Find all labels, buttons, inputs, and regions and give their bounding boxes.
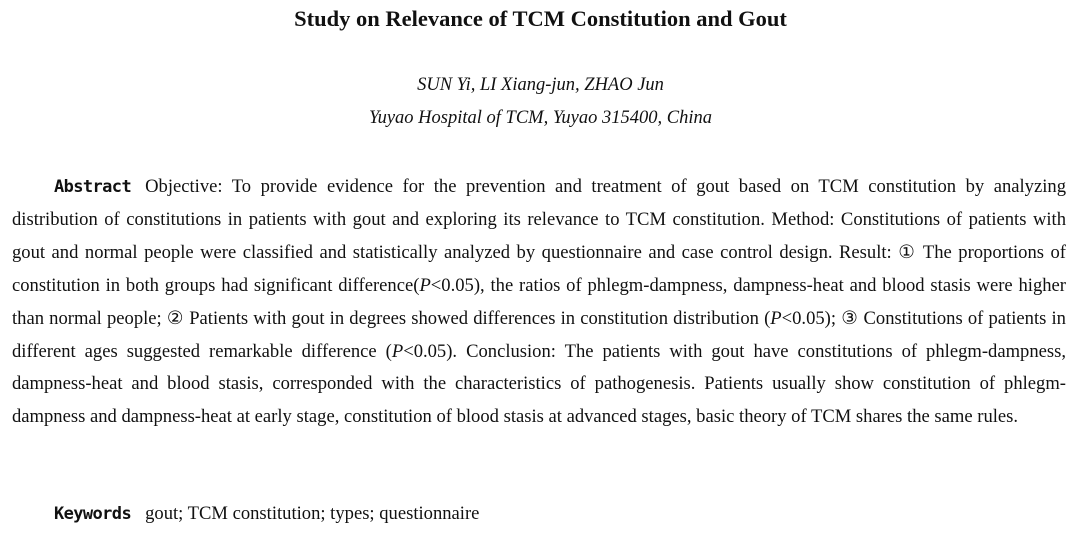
- abstract-text-part1: Objective: To provide evidence for the prevention and treatment of gout based on TCM constitution by analyzing distribution of constitutions in patients with gout and exploring its relevance to TCM constitution. Method: Constitutions of patients with gout and normal people were classified and statistically analyzed by questionnaire and case control design. Result: ① The proportions of constitution in both groups had significant difference(: [12, 176, 1066, 296]
- affiliation: Yuyao Hospital of TCM, Yuyao 315400, China: [369, 108, 712, 128]
- abstract-text-part2: the ratios of phlegm-dampness, dampness-heat and blood stasis were higher than normal people; ② Patients with gout in degrees showed differences in constitution distribution (: [12, 274, 1066, 329]
- p-value-symbol: P: [419, 274, 431, 296]
- abstract-text-part3: ③ Constitutions of patients in different ages suggested remarkable difference (: [12, 307, 1066, 362]
- p-value-symbol: P: [770, 307, 782, 329]
- abstract-paragraph: [12, 171, 1066, 434]
- p-value: <0.05),: [430, 274, 485, 296]
- p-value: <0.05).: [403, 340, 458, 362]
- author-list: SUN Yi, LI Xiang-jun, ZHAO Jun: [417, 75, 664, 95]
- keywords-label: Keywords: [54, 504, 132, 524]
- paper-title: Study on Relevance of TCM Constitution and Gout: [294, 6, 787, 31]
- p-value: <0.05);: [781, 307, 842, 329]
- abstract-label: Abstract: [54, 177, 132, 197]
- abstract-text-part4: Conclusion: The patients with gout have constitutions of phlegm-dampness, dampness-heat and blood stasis, corresponded with the characteristics of pathogenesis. Patients usually show constitution of phlegm-dampness and dampness-heat at early stage, constitution of blood stasis at advanced stages, basic theory of TCM shares the same rules.: [12, 340, 1066, 428]
- keywords-text: gout; TCM constitution; types; questionnaire: [145, 503, 480, 524]
- keywords-line: [54, 500, 1054, 528]
- p-value-symbol: P: [391, 340, 404, 362]
